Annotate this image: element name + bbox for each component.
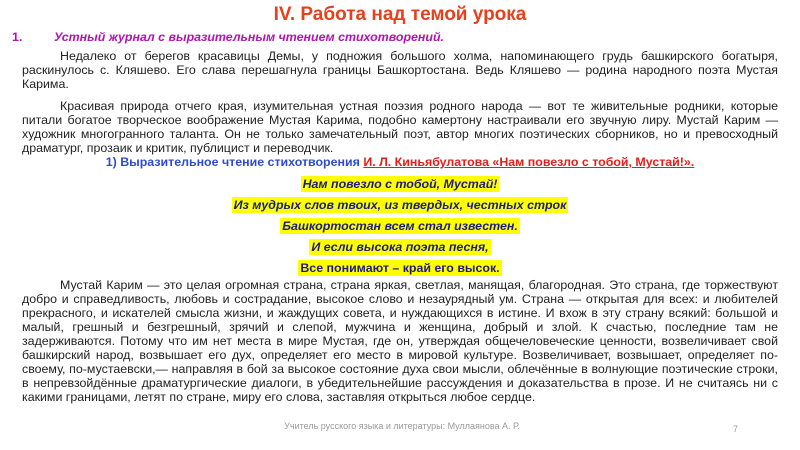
poem-line-text: И если высока поэта песня, [311,240,489,254]
poem-line [0,196,800,214]
poem-line [0,259,800,277]
footer-author: Учитель русского языка и литературы: Муллаянова А. Р. [284,421,520,431]
poem-line-text: Все понимают – край его высок. [300,261,500,275]
reading-heading [0,155,800,169]
poem-line-text: Из мудрых слов твоих, из твердых, честных строк [233,198,567,212]
closing-paragraph: Мустай Карим — это целая огромная страна, страна яркая, светлая, манящая, благородная. Это страна, где торжествуют добро и справедливость, любовь и сострадание, высокое слово и незаурядный ум. Страна — открытая для всех: и любителей прекрасного, и искателей смысла жизни, и жаждущих совета, и нуждающихся в истине. И вхож в эту страну всякий: большой и малый, грешный и безгрешный, зрячий и слепой, мужчина и женщина, добрый и злой. К счастью, последние там не задерживаются. Потому что им нет места в мире Мустая, где он, утверждая общечеловеческие ценности, возвеличивает свой башкирский народ, возвышает его дух, определяет его место в мировой культуре. Возвеличивает, возвышает, определяет по-своему, по-мустаевски,— направляя в бой за высокое состояние духа свои мысли, облечённые в волнующие поэтические строки, в непревзойдённые драматургические диалоги, в убедительнейшие рассуждения и доказательства в прозе. И не считаясь ни с какими границами, летят по стране, миру его слова, заставляя открыться любое сердце. [22,278,778,404]
intro-paragraph: Недалеко от берегов красавицы Демы, у подножия большого холма, напоминающего грудь башкирского богатыря, раскинулось с. Кляшево. Его слава перешагнула границы Башкортостана. Ведь Кляшево — родина народного поэта Мустая Карима. [22,49,778,91]
poem-line [0,175,800,193]
poem-line [0,217,800,235]
subtitle-text: Устный журнал с выразительным чтением стихотворений. [54,30,444,44]
section-subtitle [12,30,772,44]
poem-line-text: Башкортостан всем стал известен. [282,219,518,233]
poem-line-text: Нам повезло с тобой, Мустай! [302,177,498,191]
reading-label: 1) Выразительное чтение стихотворения [105,155,360,169]
poem-line [0,238,800,256]
nature-paragraph: Красивая природа отчего края, изумительная устная поэзия родного народа — вот те живительные родники, которые питали богатое творческое воображение Мустая Карима, подобно камертону настраивали его звучную лиру. Мустай Карим — художник многогранного таланта. Он не только замечательный поэт, автор многих поэтических сборников, но и превосходный драматург, прозаик и критик, публицист и переводчик. [22,99,778,155]
page-number: 7 [733,424,739,434]
subtitle-number: 1. [12,30,23,44]
reading-source-link[interactable]: И. Л. Киньябулатова «Нам повезло с тобой, Мустай!». [363,155,695,169]
slide-title: IV. Работа над темой урока [273,4,527,25]
